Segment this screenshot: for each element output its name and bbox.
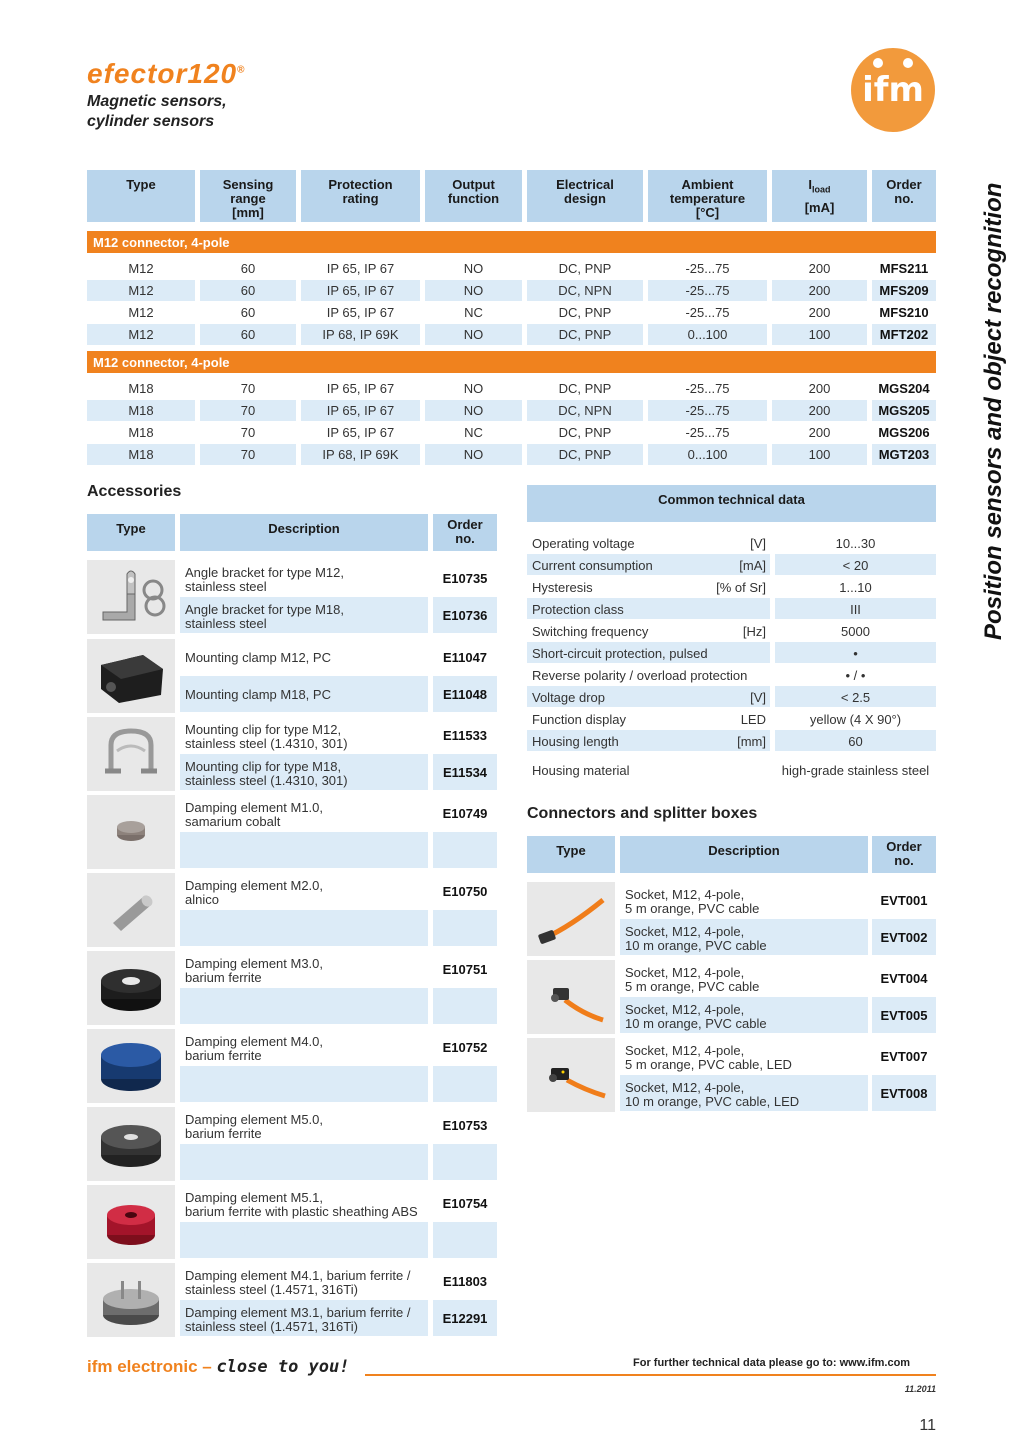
angle-bracket-image [87,560,175,634]
acc-col-type: Type [87,514,175,551]
tech-row [527,620,936,642]
tech-value: high-grade stainless steel [781,763,930,778]
table-cell-design: DC, NPN [558,283,612,298]
table-cell-order: MGT203 [878,447,930,462]
tech-label: Current consumption [532,558,653,573]
accessory-description [180,639,428,675]
tech-row [527,598,936,620]
tech-value: • / • [845,668,866,683]
connector-line1: Socket, M12, 4-pole, [625,965,745,980]
table-cell-output: NC [464,425,483,440]
table-cell-order: MGS204 [878,381,930,396]
table-cell-iload: 200 [808,261,831,276]
accessory-line1: Damping element M2.0, [185,878,324,893]
footer-note: For further technical data please go to: www.ifm.com [633,1357,911,1369]
damping-element-m51-image [87,1185,175,1259]
table-cell-output: NO [463,381,484,396]
accessory-description [180,1107,428,1143]
table-cell-range: 60 [240,327,256,342]
table-cell-temp: -25...75 [685,425,730,440]
col-order: Order no. [872,170,936,222]
page-subtitle: Magnetic sensors, cylinder sensors [87,93,227,130]
damping-element-m5-image [87,1107,175,1181]
tech-value: < 2.5 [840,690,871,705]
connector-order: EVT005 [872,997,936,1033]
accessory-description [180,988,428,1024]
table-cell-order: MGS205 [878,403,930,418]
accessory-order: E11048 [433,676,497,712]
table-cell-type: M12 [128,327,154,342]
connector-line2: 5 m orange, PVC cable [625,979,760,994]
connector-order: EVT004 [880,970,928,986]
side-title: Position sensors and object recognition [980,182,1007,640]
tech-row [527,642,936,664]
connector-line2: 10 m orange, PVC cable [625,938,767,953]
accessory-order: E10735 [442,570,488,586]
footer-brand: ifm electronic – close to you! [87,1357,350,1377]
tech-unit: [mA] [739,558,766,573]
connector-description [620,997,868,1033]
accessory-order [433,988,497,1024]
table-cell-protection: IP 65, IP 67 [326,305,395,320]
accessory-line2: stainless steel [185,616,267,631]
tech-label: Operating voltage [532,536,635,551]
table-cell-type: M18 [128,403,154,418]
col-iload: $I_{load}$ [mA] [772,170,867,222]
col-output: Output function [425,170,522,222]
accessory-line2: samarium cobalt [185,814,281,829]
connector-line2: 10 m orange, PVC cable [625,1016,767,1031]
table-cell-range: 70 [240,447,256,462]
connectors-title: Connectors and splitter boxes [527,805,758,822]
accessory-order [433,1144,497,1180]
accessory-order: E12291 [433,1300,497,1336]
table-cell-range: 70 [240,425,256,440]
accessory-line1: Angle bracket for type M18, [185,602,344,617]
table-cell-iload: 100 [808,447,831,462]
accessory-order: E10749 [442,805,488,821]
tech-unit: LED [740,712,766,727]
table-cell-protection: IP 65, IP 67 [326,283,395,298]
tech-label: Switching frequency [532,624,649,639]
accessory-line1: Mounting clip for type M18, [185,759,342,774]
tech-unit: [mm] [737,734,766,749]
damping-element-m3-image [87,951,175,1025]
connector-description [620,919,868,955]
table-cell-design: DC, NPN [558,403,612,418]
tech-unit: [Hz] [742,624,766,639]
accessory-description [180,597,428,633]
accessory-order [433,1222,497,1258]
accessory-order: E10754 [442,1195,488,1211]
table-cell-design: DC, PNP [558,261,612,276]
accessory-line1: Mounting clamp M12, PC [185,650,331,665]
tech-label: Housing material [532,763,630,778]
table-cell-protection: IP 65, IP 67 [326,403,395,418]
table-cell-output: NO [463,283,484,298]
table-cell-protection: IP 65, IP 67 [326,425,395,440]
accessory-description [180,873,428,909]
tech-value: 5000 [841,624,870,639]
table-cell-range: 60 [240,305,256,320]
accessory-description [180,1144,428,1180]
accessory-order: E10753 [442,1117,488,1133]
tech-unit: [% of Sr] [716,580,766,595]
tech-value: yellow (4 X 90°) [809,712,902,727]
accessory-line1: Damping element M1.0, [185,800,324,815]
accessory-order: E11534 [433,754,497,790]
table-cell-output: NO [463,261,484,276]
tech-value: < 20 [842,558,869,573]
table-cell-order: MFS209 [879,283,929,298]
accessory-line2: stainless steel (1.4571, 316Ti) [185,1282,358,1297]
ifm-logo: ifm [851,48,935,132]
connector-line1: Socket, M12, 4-pole, [625,924,745,939]
connector-line1: Socket, M12, 4-pole, [625,887,745,902]
con-col-order: Order no. [872,836,936,873]
table-cell-protection: IP 68, IP 69K [322,447,399,462]
accessory-description [180,1300,428,1336]
mounting-clip-image [87,717,175,791]
tech-row [527,730,936,752]
accessory-line2: stainless steel (1.4310, 301) [185,736,348,751]
connector-description [620,1038,868,1074]
accessory-line1: Mounting clip for type M12, [185,722,342,737]
tech-label: Housing length [532,734,619,749]
tech-value: 10...30 [835,536,876,551]
footer-date: 11.2011 [904,1384,936,1394]
table-cell-type: M12 [128,261,154,276]
mounting-clamp-image [87,639,175,713]
table-cell-output: NO [463,403,484,418]
table-cell-iload: 200 [808,425,831,440]
accessory-description [180,1185,428,1221]
table-cell-design: DC, PNP [558,327,612,342]
accessory-line1: Damping element M3.0, [185,956,324,971]
connector-line2: 5 m orange, PVC cable [625,901,760,916]
accessory-order: E11533 [442,727,488,743]
col-electrical: Electrical design [527,170,643,222]
accessory-description [180,832,428,868]
col-ambient-temp: Ambient temperature [°C] [648,170,767,222]
table-cell-protection: IP 68, IP 69K [322,327,399,342]
table-cell-order: MGS206 [878,425,930,440]
accessory-line2: barium ferrite with plastic sheathing ABS [185,1204,418,1219]
connector-order: EVT002 [872,919,936,955]
col-sensing-range: Sensing range [mm] [200,170,296,222]
accessory-line1: Damping element M4.1, barium ferrite / [185,1268,411,1283]
connector-description [620,960,868,996]
page-number: 11 [919,1417,936,1434]
table-cell-temp: 0...100 [687,447,728,462]
accessory-description [180,1029,428,1065]
table-cell-type: M18 [128,447,154,462]
table-cell-temp: 0...100 [687,327,728,342]
accessory-description [180,1066,428,1102]
col-type: Type [87,170,195,222]
table-cell-temp: -25...75 [685,305,730,320]
brand-logo: efector120® [87,58,246,89]
accessory-order [433,832,497,868]
accessory-line2: stainless steel (1.4571, 316Ti) [185,1319,358,1334]
tech-row [527,686,936,708]
tech-label: Protection class [532,602,624,617]
tech-data-header: Common technical data [527,485,936,522]
table-cell-range: 70 [240,381,256,396]
table-cell-iload: 200 [808,381,831,396]
con-col-description: Description [620,836,868,873]
tech-value: 60 [848,734,863,749]
table-cell-type: M12 [128,305,154,320]
tech-unit: [V] [750,690,766,705]
acc-col-description: Description [180,514,428,551]
group-header: M12 connector, 4-pole [87,351,936,373]
tech-label: Hysteresis [532,580,593,595]
tech-value: • [853,646,858,661]
socket-straight-image [527,882,615,956]
accessory-order [433,910,497,946]
footer-divider [365,1374,936,1376]
socket-angled-image [527,960,615,1034]
accessory-line2: stainless steel (1.4310, 301) [185,773,348,788]
table-cell-iload: 200 [808,305,831,320]
accessories-title: Accessories [87,483,182,500]
table-cell-protection: IP 65, IP 67 [326,261,395,276]
table-cell-order: MFT202 [879,327,929,342]
table-cell-temp: -25...75 [685,283,730,298]
accessory-line2: alnico [185,892,219,907]
tech-value: III [850,602,861,617]
accessory-line2: barium ferrite [185,1048,262,1063]
tech-label: Voltage drop [532,690,606,705]
accessory-line1: Damping element M5.0, [185,1112,324,1127]
table-cell-order: MFS210 [879,305,929,320]
col-protection: Protection rating [301,170,420,222]
tech-row [527,532,936,554]
accessory-description [180,717,428,753]
accessory-description [180,795,428,831]
tech-row [527,708,936,730]
damping-element-m1-image [87,795,175,869]
accessory-description [180,676,428,712]
table-cell-design: DC, PNP [558,305,612,320]
table-cell-temp: -25...75 [685,261,730,276]
accessory-line1: Angle bracket for type M12, [185,565,344,580]
table-cell-iload: 100 [808,327,831,342]
connector-order: EVT007 [880,1048,928,1064]
table-cell-range: 60 [240,261,256,276]
table-cell-range: 60 [240,283,256,298]
accessory-order: E10736 [433,597,497,633]
accessory-description [180,1263,428,1299]
accessory-description [180,951,428,987]
connector-description [620,882,868,918]
con-col-type: Type [527,836,615,873]
table-cell-type: M18 [128,425,154,440]
accessory-description [180,910,428,946]
connector-line1: Socket, M12, 4-pole, [625,1043,745,1058]
accessory-line2: stainless steel [185,579,267,594]
connector-description [620,1075,868,1111]
tech-row [527,554,936,576]
table-cell-iload: 200 [808,283,831,298]
connector-line1: Socket, M12, 4-pole, [625,1002,745,1017]
accessory-description [180,560,428,596]
accessory-order: E11803 [442,1273,488,1289]
damping-element-m41-image [87,1263,175,1337]
connector-line2: 5 m orange, PVC cable, LED [625,1057,792,1072]
accessory-order [433,1066,497,1102]
tech-unit: [V] [750,536,766,551]
accessory-line1: Damping element M5.1, [185,1190,324,1205]
damping-element-m4-image [87,1029,175,1103]
tech-row [527,664,936,686]
table-cell-design: DC, PNP [558,447,612,462]
tech-label: Reverse polarity / overload protection [532,668,748,683]
connector-order: EVT001 [880,892,928,908]
tech-row [527,576,936,598]
table-cell-design: DC, PNP [558,425,612,440]
table-cell-temp: -25...75 [685,403,730,418]
connector-line1: Socket, M12, 4-pole, [625,1080,745,1095]
accessory-order: E11047 [442,649,488,665]
table-cell-type: M18 [128,381,154,396]
table-cell-output: NO [463,447,484,462]
tech-label: Function display [532,712,626,727]
table-cell-range: 70 [240,403,256,418]
accessory-description [180,754,428,790]
table-cell-iload: 200 [808,403,831,418]
connector-order: EVT008 [872,1075,936,1111]
accessory-order: E10752 [442,1039,488,1055]
accessory-line1: Damping element M3.1, barium ferrite / [185,1305,411,1320]
accessory-line2: barium ferrite [185,970,262,985]
connector-line2: 10 m orange, PVC cable, LED [625,1094,800,1109]
accessory-order: E10750 [442,883,488,899]
socket-angled-led-image [527,1038,615,1112]
table-cell-design: DC, PNP [558,381,612,396]
tech-label: Short-circuit protection, pulsed [532,646,708,661]
damping-element-m2-image [87,873,175,947]
table-cell-order: MFS211 [879,261,929,276]
accessory-line1: Damping element M4.0, [185,1034,324,1049]
tech-row [527,759,936,781]
table-cell-output: NO [463,327,484,342]
table-cell-type: M12 [128,283,154,298]
group-header: M12 connector, 4-pole [87,231,936,253]
accessory-order: E10751 [442,961,488,977]
table-cell-output: NC [464,305,483,320]
table-cell-temp: -25...75 [685,381,730,396]
accessory-line1: Mounting clamp M18, PC [185,687,331,702]
table-cell-protection: IP 65, IP 67 [326,381,395,396]
accessory-description [180,1222,428,1258]
acc-col-order: Order no. [433,514,497,551]
accessory-line2: barium ferrite [185,1126,262,1141]
tech-value: 1...10 [839,580,872,595]
